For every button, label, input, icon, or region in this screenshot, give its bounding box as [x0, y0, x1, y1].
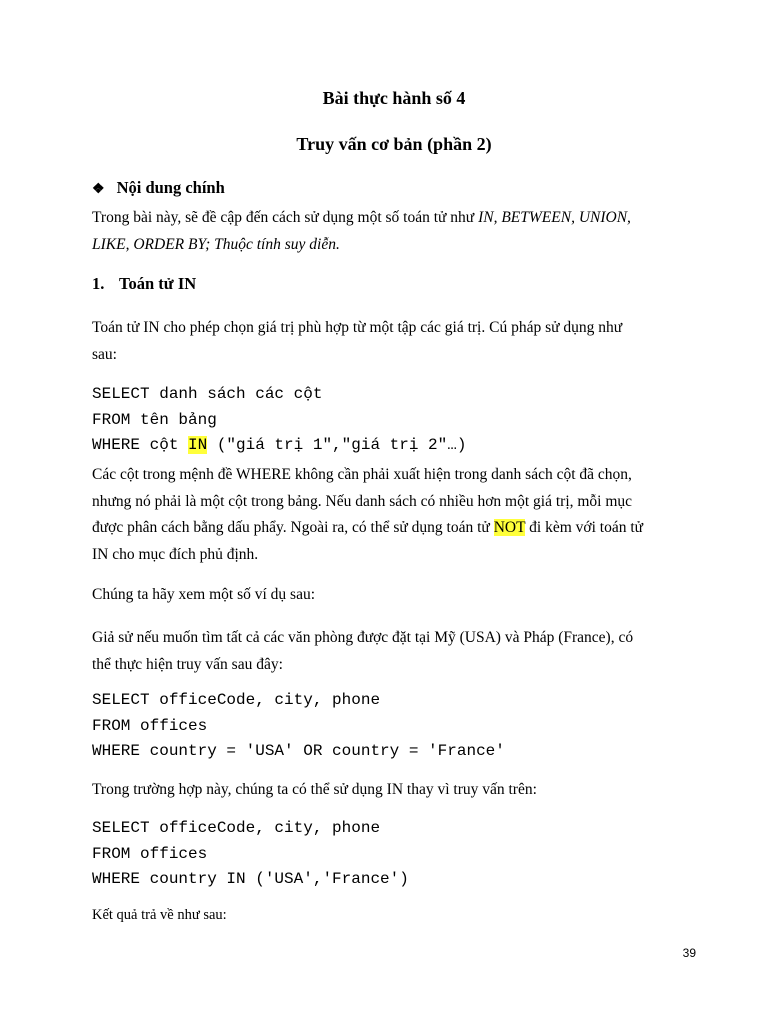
intro-text: Trong bài này, sẽ đề cập đến cách sử dụng một số toán tử như: [92, 209, 479, 226]
in-description-paragraph: [92, 315, 702, 368]
intro-line-2: [92, 232, 702, 259]
query1-line-2: FROM offices: [92, 716, 208, 735]
syntax-where: WHERE cột: [92, 436, 189, 454]
where-line-1: Các cột trong mệnh đề WHERE không cần phải xuất hiện trong danh sách cột đã chọn,: [92, 466, 632, 483]
where-clause-paragraph: [92, 462, 702, 568]
query2-line-3: WHERE country IN ('USA','France'): [92, 870, 409, 888]
examples-intro: Chúng ta hãy xem một số ví dụ sau:: [92, 586, 316, 603]
diamond-bullet-icon: ❖: [92, 182, 105, 197]
in-description-line-1: Toán tử IN cho phép chọn giá trị phù hợp từ một tập các giá trị. Cú pháp sử dụng như: [92, 319, 623, 336]
query-or-code-block: [92, 688, 505, 765]
example-line-1: Giả sử nếu muốn tìm tất cả các văn phòng được đặt tại Mỹ (USA) và Pháp (France), có: [92, 629, 634, 646]
highlight-in-keyword: IN: [188, 436, 208, 454]
where-line-3-text: được phân cách bằng dấu phẩy. Ngoài ra, có thể sử dụng toán tử: [92, 519, 494, 536]
section-1-heading: [92, 274, 196, 294]
syntax-code-block: [92, 382, 466, 459]
syntax-line-2: FROM tên bảng: [92, 410, 217, 429]
section-1-number: 1.: [92, 274, 105, 293]
where-line-2: nhưng nó phải là một cột trong bảng. Nếu danh sách có nhiều hơn một giá trị, mỗi mục: [92, 492, 633, 510]
result-label: Kết quả trả về như sau:: [92, 907, 227, 923]
document-title: Bài thực hành số 4: [322, 88, 466, 108]
in-description-line-2: sau:: [92, 345, 117, 363]
document-subtitle: Truy vấn cơ bản (phần 2): [296, 134, 492, 154]
main-content-heading: [92, 178, 225, 198]
query1-line-1: SELECT officeCode, city, phone: [92, 691, 381, 709]
where-line-4: IN cho mục đích phủ định.: [92, 545, 259, 563]
in-alternative-paragraph: Trong trường hợp này, chúng ta có thể sử dụng IN thay vì truy vấn trên:: [92, 781, 537, 798]
syntax-line-3: [92, 433, 466, 459]
intro-paragraph: [92, 205, 702, 258]
where-line-3: [92, 515, 702, 542]
query2-line-1: SELECT officeCode, city, phone: [92, 819, 381, 837]
intro-operators: IN, BETWEEN, UNION,: [478, 209, 631, 226]
intro-operators-cont: LIKE, ORDER BY; Thuộc tính suy diễn.: [92, 235, 340, 253]
syntax-line-1: SELECT danh sách các cột: [92, 385, 323, 403]
syntax-values: ("giá trị 1","giá trị 2"…): [207, 436, 467, 454]
where-line-3-end: đi kèm với toán tử: [525, 519, 644, 536]
page-number: 39: [682, 946, 696, 960]
highlight-not-keyword: NOT: [493, 519, 526, 536]
section-1-title: Toán tử IN: [119, 274, 197, 293]
query1-line-3: WHERE country = 'USA' OR country = 'France': [92, 742, 505, 760]
main-content-heading-text: Nội dung chính: [116, 178, 225, 197]
intro-line-1: [92, 205, 702, 232]
example-line-2: thể thực hiện truy vấn sau đây:: [92, 655, 283, 673]
example-description: [92, 625, 702, 678]
query-in-code-block: [92, 816, 409, 893]
query2-line-2: FROM offices: [92, 844, 208, 863]
